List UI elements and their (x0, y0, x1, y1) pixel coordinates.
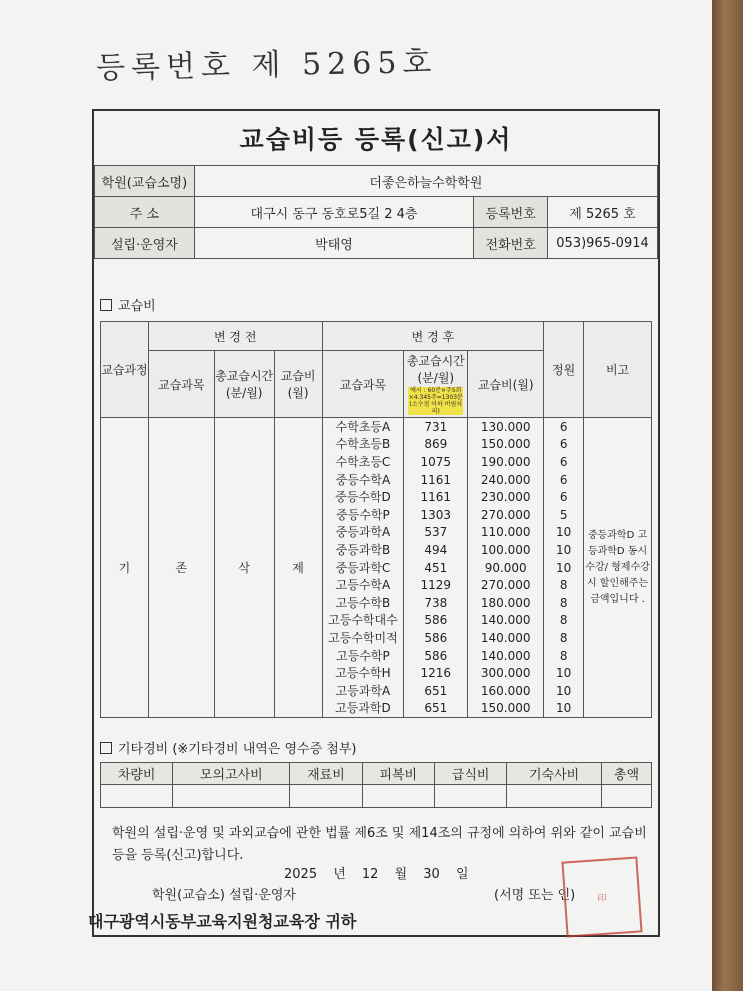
fee-cell: 180.000 (468, 594, 544, 612)
form-title: 교습비등 등록(신고)서 (94, 111, 658, 166)
col-time-after (404, 351, 468, 418)
before-subject-value: 존 (148, 418, 214, 718)
note-value: 중등과학D 고등과학D 동시수강/ 형제수강시 할인해주는 금액입니다 . (584, 418, 652, 718)
time-cell: 651 (404, 700, 468, 718)
before-fee-value: 제 (274, 418, 322, 718)
capacity-cell: 5 (544, 506, 584, 524)
capacity-cell: 8 (544, 629, 584, 647)
subject-cell: 고등수학대수 (322, 612, 404, 630)
capacity-cell: 10 (544, 559, 584, 577)
checkbox-icon (100, 299, 112, 311)
academy-value: 더좋은하늘수학학원 (194, 166, 657, 197)
wooden-table-edge (712, 0, 743, 991)
signer-label: 학원(교습소) 설립·운영자 (152, 888, 296, 903)
subject-cell: 중등과학C (322, 559, 404, 577)
col-time-after-label: 총교습시간(분/월) (406, 354, 465, 385)
fee-cell: 140.000 (468, 629, 544, 647)
subject-cell: 고등과학D (322, 700, 404, 718)
etc-value-cell (101, 785, 173, 808)
col-capacity: 정원 (544, 322, 584, 418)
fee-cell: 130.000 (468, 418, 544, 436)
col-subject-after: 교습과목 (322, 351, 404, 418)
etc-header-cell: 차량비 (101, 763, 173, 785)
fee-cell: 90.000 (468, 559, 544, 577)
time-cell: 494 (404, 541, 468, 559)
address-label: 주 소 (95, 197, 195, 228)
regno-value: 제 5265 호 (548, 197, 658, 228)
regno-label: 등록번호 (474, 197, 548, 228)
founder-label: 설립·운영자 (95, 228, 195, 259)
etc-section-heading (100, 738, 357, 757)
time-cell: 1303 (404, 506, 468, 524)
time-cell: 586 (404, 629, 468, 647)
fee-cell: 190.000 (468, 453, 544, 471)
fee-table-row (101, 418, 652, 436)
capacity-cell: 8 (544, 594, 584, 612)
etc-header-cell: 재료비 (290, 763, 362, 785)
capacity-cell: 8 (544, 576, 584, 594)
capacity-cell: 8 (544, 612, 584, 630)
fee-cell: 150.000 (468, 436, 544, 454)
time-cell: 731 (404, 418, 468, 436)
col-before: 변 경 전 (148, 322, 322, 351)
subject-cell: 고등수학P (322, 647, 404, 665)
capacity-cell: 10 (544, 682, 584, 700)
fee-cell: 270.000 (468, 506, 544, 524)
time-cell: 738 (404, 594, 468, 612)
etc-value-cell (290, 785, 362, 808)
time-cell: 1161 (404, 488, 468, 506)
capacity-cell: 6 (544, 471, 584, 489)
subject-cell: 중등수학P (322, 506, 404, 524)
col-subject-before: 교습과목 (148, 351, 214, 418)
signature-note: (서명 또는 인) (494, 888, 576, 903)
fee-cell: 160.000 (468, 682, 544, 700)
etc-fee-table (100, 762, 652, 808)
etc-value-cell (362, 785, 434, 808)
fee-section-title: 교습비 (118, 299, 156, 314)
time-cell: 1129 (404, 576, 468, 594)
time-cell: 586 (404, 612, 468, 630)
capacity-cell: 10 (544, 700, 584, 718)
declaration-date: 2025 년 12 월 30 일 (284, 867, 469, 882)
subject-cell: 고등수학B (322, 594, 404, 612)
col-after: 변 경 후 (322, 322, 544, 351)
subject-cell: 고등수학H (322, 664, 404, 682)
etc-header-cell: 모의고사비 (173, 763, 290, 785)
capacity-cell: 6 (544, 418, 584, 436)
fee-cell: 270.000 (468, 576, 544, 594)
subject-cell: 중등수학D (322, 488, 404, 506)
red-seal-stamp: 印 (561, 856, 642, 937)
checkbox-icon (100, 742, 112, 754)
etc-header-cell: 총액 (601, 763, 651, 785)
etc-value-cell (507, 785, 602, 808)
fee-registration-form (88, 109, 660, 937)
etc-value-cell (173, 785, 290, 808)
fee-cell: 240.000 (468, 471, 544, 489)
col-fee-after: 교습비(월) (468, 351, 544, 418)
time-cell: 1075 (404, 453, 468, 471)
etc-header-cell: 기숙사비 (507, 763, 602, 785)
subject-cell: 중등과학A (322, 524, 404, 542)
capacity-cell: 10 (544, 664, 584, 682)
capacity-cell: 10 (544, 524, 584, 542)
handwritten-registration-number: 등록번호 제 5265호 (95, 45, 438, 86)
etc-section-title: 기타경비 (※기타경비 내역은 영수증 첨부) (118, 742, 357, 757)
before-time-value: 삭 (214, 418, 274, 718)
subject-cell: 중등수학A (322, 471, 404, 489)
subject-cell: 수학초등A (322, 418, 404, 436)
subject-cell: 고등과학A (322, 682, 404, 700)
phone-value: 053)965-0914 (548, 228, 658, 259)
recipient: 대구광역시동부교육지원청교육장 귀하 (88, 912, 357, 931)
fee-cell: 100.000 (468, 541, 544, 559)
capacity-cell: 6 (544, 453, 584, 471)
time-cell: 586 (404, 647, 468, 665)
founder-value: 박태영 (194, 228, 473, 259)
address-value: 대구시 동구 동호로5길 2 4층 (194, 197, 473, 228)
fee-cell: 300.000 (468, 664, 544, 682)
etc-header-cell: 피복비 (362, 763, 434, 785)
time-cell: 651 (404, 682, 468, 700)
subject-cell: 중등과학B (322, 541, 404, 559)
subject-cell: 고등수학A (322, 576, 404, 594)
col-fee-before: 교습비(월) (274, 351, 322, 418)
col-note: 비고 (584, 322, 652, 418)
time-cell: 537 (404, 524, 468, 542)
col-course: 교습과정 (101, 322, 149, 418)
time-cell: 451 (404, 559, 468, 577)
time-cell: 1216 (404, 664, 468, 682)
etc-value-cell (601, 785, 651, 808)
academy-info-table (94, 165, 658, 259)
fee-table (100, 321, 652, 718)
academy-label: 학원(교습소명) (95, 166, 195, 197)
course-value: 기 (101, 418, 149, 718)
time-cell: 1161 (404, 471, 468, 489)
capacity-cell: 6 (544, 436, 584, 454)
subject-cell: 수학초등C (322, 453, 404, 471)
fee-cell: 140.000 (468, 612, 544, 630)
capacity-cell: 6 (544, 488, 584, 506)
capacity-cell: 8 (544, 647, 584, 665)
fee-cell: 150.000 (468, 700, 544, 718)
col-time-before: 총교습시간(분/월) (214, 351, 274, 418)
time-cell: 869 (404, 436, 468, 454)
example-highlight: 예시 : 60분×주5회×4.345주=1303분 (소수점 이하 버림처리) (408, 387, 463, 415)
subject-cell: 수학초등B (322, 436, 404, 454)
capacity-cell: 10 (544, 541, 584, 559)
fee-section-heading (100, 295, 156, 314)
fee-cell: 110.000 (468, 524, 544, 542)
fee-cell: 140.000 (468, 647, 544, 665)
declaration-statement: 학원의 설립·운영 및 과외교습에 관한 법률 제6조 및 제14조의 규정에 의하여 위와 같이 교습비등을 등록(신고)합니다. (112, 826, 647, 863)
subject-cell: 고등수학미적 (322, 629, 404, 647)
etc-header-cell: 급식비 (434, 763, 506, 785)
fee-cell: 230.000 (468, 488, 544, 506)
phone-label: 전화번호 (474, 228, 548, 259)
etc-value-cell (434, 785, 506, 808)
